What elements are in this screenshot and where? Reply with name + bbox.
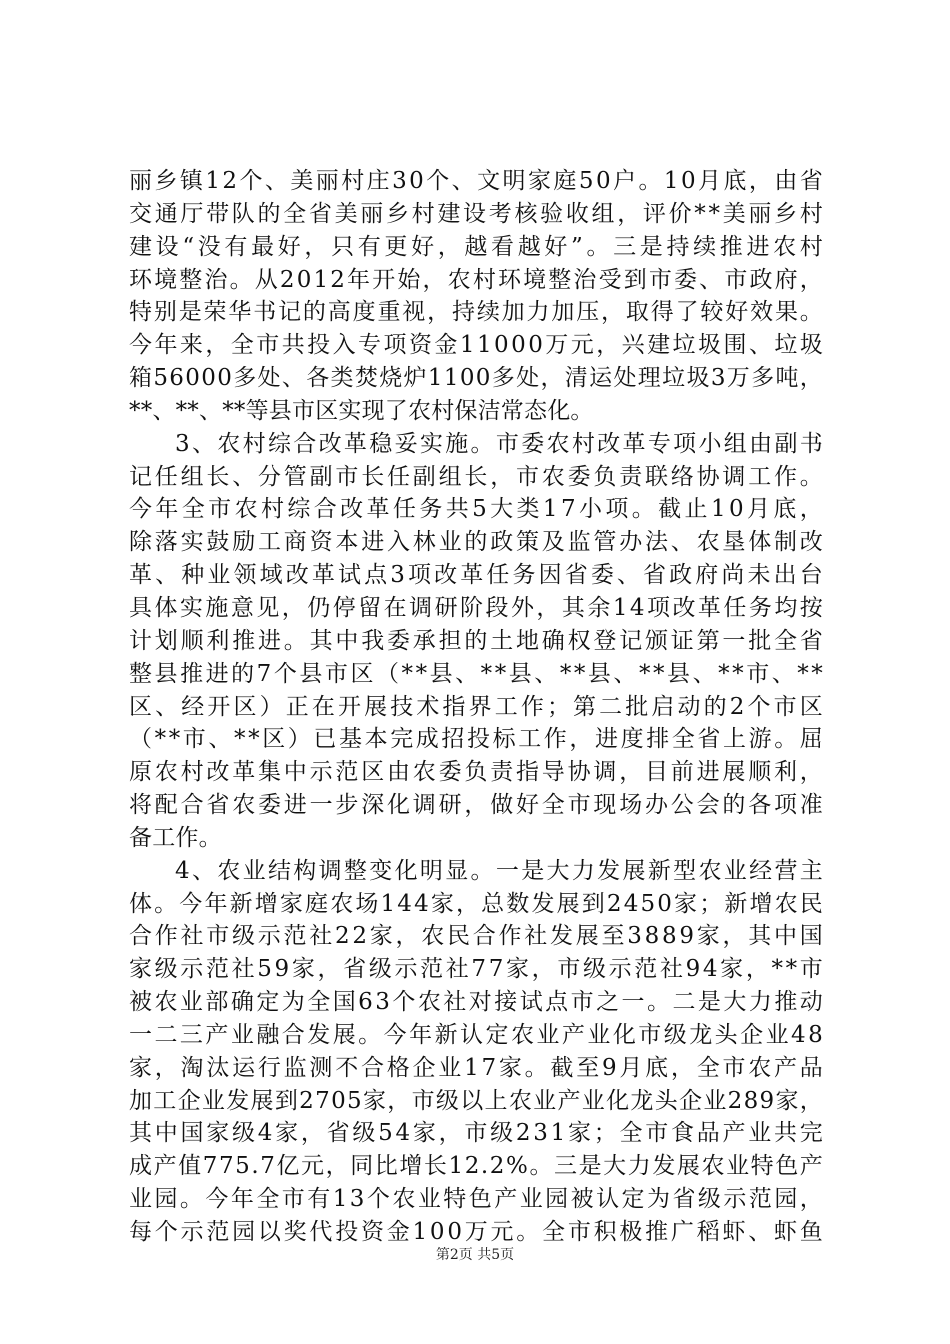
text-line: 一二三产业融合发展。今年新认定农业产业化市级龙头企业48 <box>129 1021 826 1048</box>
text-line: 每个示范园以奖代投资金100万元。全市积极推广稻虾、虾鱼 <box>129 1219 826 1245</box>
text-line: 建设“没有最好，只有更好，越看越好”。三是持续推进农村 <box>129 233 827 260</box>
text-line: 今年全市农村综合改革任务共5大类17小项。截止10月底， <box>129 496 827 523</box>
text-line: 备工作。 <box>129 824 222 851</box>
text-line: 革、种业领域改革试点3项改革任务因省委、省政府尚未出台 <box>129 562 826 589</box>
text-line: 业园。今年全市有13个农业特色产业园被认定为省级示范园， <box>129 1186 826 1213</box>
text-line: 被农业部确定为全国63个农社对接试点市之一。二是大力推动 <box>129 989 826 1016</box>
text-line: 家，淘汰运行监测不合格企业17家。截至9月底，全市农产品 <box>129 1054 826 1081</box>
page-footer: 第2页 共5页 <box>435 1247 515 1263</box>
text-line: 其中国家级4家，省级54家，市级231家；全市食品产业共完 <box>129 1120 826 1147</box>
text-line: 加工企业发展到2705家，市级以上农业产业化龙头企业289家， <box>129 1087 825 1114</box>
text-line: 特别是荣华书记的高度重视，持续加力加压，取得了较好效果。 <box>129 299 825 326</box>
text-line: 原农村改革集中示范区由农委负责指导协调，目前进展顺利， <box>129 759 826 786</box>
text-line: 具体实施意见，仍停留在调研阶段外，其余14项改革任务均按 <box>129 594 826 621</box>
text-line: 箱56000多处、各类焚烧炉1100多处，清运处理垃圾3万多吨， <box>129 365 825 392</box>
document-body <box>129 165 829 1249</box>
text-line: 记任组长、分管副市长任副组长，市农委负责联络协调工作。 <box>129 463 826 490</box>
text-line: **、**、**等县市区实现了农村保洁常态化。 <box>129 397 594 424</box>
text-line: 合作社市级示范社22家，农民合作社发展至3889家，其中国 <box>129 923 826 950</box>
text-line: 家级示范社59家，省级示范社77家，市级示范社94家，**市 <box>129 956 826 983</box>
paragraph-first-line: 4、农业结构调整变化明显。一是大力发展新型农业经营主 <box>175 857 826 884</box>
text-line: 今年来，全市共投入专项资金11000万元，兴建垃圾围、垃圾 <box>129 332 826 359</box>
text-line: 交通厅带队的全省美丽乡村建设考核验收组，评价**美丽乡村 <box>129 200 826 227</box>
text-line: 整县推进的7个县市区（**县、**县、**县、**县、**市、** <box>129 660 826 687</box>
text-line: （**市、**区）已基本完成招投标工作，进度排全省上游。屈 <box>129 726 826 753</box>
text-line: 环境整治。从2012年开始，农村环境整治受到市委、市政府， <box>129 266 825 293</box>
text-line: 体。今年新增家庭农场144家，总数发展到2450家；新增农民 <box>129 890 825 917</box>
paragraph-first-line: 3、农村综合改革稳妥实施。市委农村改革专项小组由副书 <box>175 430 826 457</box>
text-line: 区、经开区）正在开展技术指界工作；第二批启动的2个市区 <box>129 693 826 720</box>
text-line: 将配合省农委进一步深化调研，做好全市现场办公会的各项准 <box>129 792 826 819</box>
text-line: 计划顺利推进。其中我委承担的土地确权登记颁证第一批全省 <box>129 627 826 654</box>
text-line: 除落实鼓励工商资本进入林业的政策及监管办法、农垦体制改 <box>129 529 826 556</box>
text-line: 成产值775.7亿元，同比增长12.2%。三是大力发展农业特色产 <box>129 1153 825 1180</box>
text-line: 丽乡镇12个、美丽村庄30个、文明家庭50户。10月底，由省 <box>129 168 826 194</box>
